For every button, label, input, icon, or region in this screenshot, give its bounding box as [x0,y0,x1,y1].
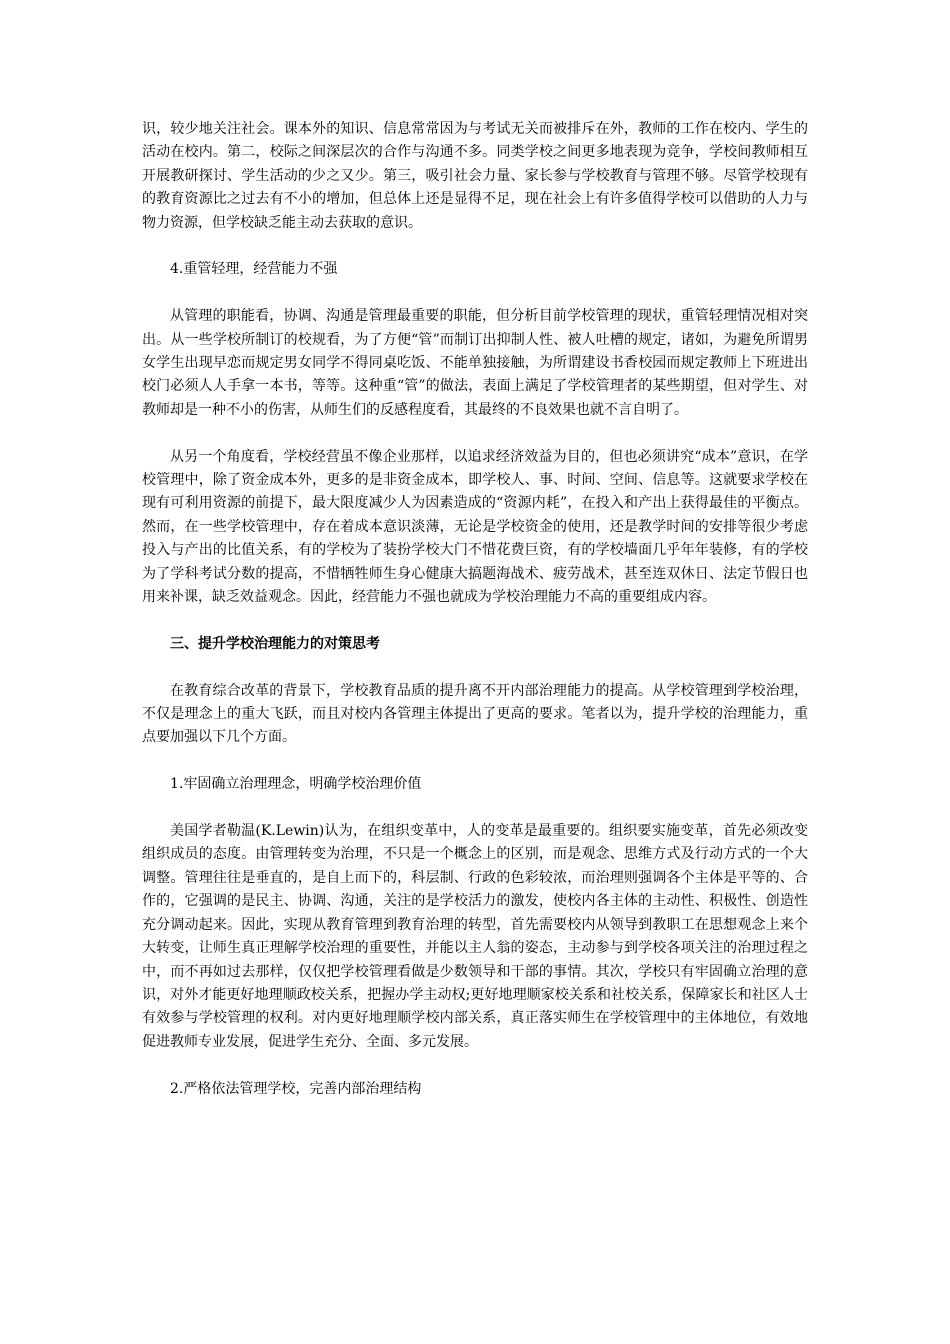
spacer [142,1054,808,1077]
paragraph-lewin: 美国学者勒温(K.Lewin)认为，在组织变革中，人的变革是最重要的。组织要实施变革，首先必须改变组织成员的态度。由管理转变为治理，不只是一个概念上的区别，而是观念、思维方式及行动方式的一个大调整。管理往往是垂直的，是自上而下的，科层制、行政的色彩较浓，而治理则强调各个主体是平等的、合作的，它强调的是民主、协调、沟通，关注的是学校活力的激发，使校内各主体的主动性、积极性、创造性充分调动起来。因此，实现从教育管理到教育治理的转型，首先需要校内从领导到教职工在思想观念上来个大转变，让师生真正理解学校治理的重要性，并能以主人翁的姿态，主动参与到学校各项关注的治理过程之中，而不再如过去那样，仅仅把学校管理看做是少数领导和干部的事情。其次，学校只有牢固确立治理的意识，对外才能更好地理顺政校关系，把握办学主动权;更好地理顺家校关系和社校关系，保障家长和社区人士有效参与学校管理的权利。对内更好地理顺学校内部关系，真正落实师生在学校管理中的主体地位，有效地促进教师专业发展，促进学生充分、全面、多元发展。 [142,823,808,1050]
paragraph-cost-awareness: 从另一个角度看，学校经营虽不像企业那样，以追求经济效益为目的，但也必须讲究“成本”意识，在学校管理中，除了资金成本外，更多的是非资金成本，即学校人、事、时间、空间、信息等。这就要求学校在现有可利用资源的前提下，最大限度减少人为因素造成的“资源内耗”，在投入和产出上获得最佳的平衡点。然而，在一些学校管理中，存在着成本意识淡薄，无论是学校资金的使用，还是教学时间的安排等很少考虑投入与产出的比值关系，有的学校为了装扮学校大门不惜花费巨资，有的学校墙面几乎年年装修，有的学校为了学科考试分数的提高，不惜牺牲师生身心健康大搞题海战术、疲劳战术，甚至连双休日、法定节假日也用来补课，缺乏效益观念。因此，经营能力不强也就成为学校治理能力不高的重要组成内容。 [142,448,808,606]
paragraph-management-functions: 从管理的职能看，协调、沟通是管理最重要的职能，但分析目前学校管理的现状，重管轻理情况相对突出。从一些学校所制订的校规看，为了方便“管”而制订出抑制人性、被人吐槽的规定，诸如，为避免所谓男女学生出现早恋而规定男女同学不得同桌吃饭、不能单独接触，为所谓建设书香校园而规定教师上下班进出校门必须人人手拿一本书，等等。这种重“管”的做法，表面上满足了学校管理者的某些期望，但对学生、对教师却是一种不小的伤害，从师生们的反感程度看，其最终的不良效果也就不言自明了。 [142,308,808,418]
spacer [142,797,808,820]
subheading-2: 2.严格依法管理学校，完善内部治理结构 [170,1080,422,1097]
spacer [142,656,808,679]
spacer [142,609,808,632]
spacer [142,282,808,305]
document-body [142,118,808,1101]
section-heading-3: 三、提升学校治理能力的对策思考 [170,635,380,652]
subheading-4: 4.重管轻理，经营能力不强 [170,261,338,278]
spacer [142,750,808,773]
paragraph-reform-background: 在教育综合改革的背景下，学校教育品质的提升离不开内部治理能力的提高。从学校管理到学校治理，不仅是理念上的重大飞跃，而且对校内各管理主体提出了更高的要求。笔者以为，提升学校的治理能力，重点要加强以下几个方面。 [142,682,808,746]
paragraph-continuation: 识，较少地关注社会。课本外的知识、信息常常因为与考试无关而被排斥在外，教师的工作在校内、学生的活动在校内。第二，校际之间深层次的合作与沟通不多。同类学校之间更多地表现为竞争，学校间教师相互开展教研探讨、学生活动的少之又少。第三，吸引社会力量、家长参与学校教育与管理不够。尽管学校现有的教育资源比之过去有不小的增加，但总体上还是显得不足，现在社会上有许多值得学校可以借助的人力与物力资源，但学校缺乏能主动去获取的意识。 [142,121,808,231]
subheading-1: 1.牢固确立治理理念，明确学校治理价值 [170,776,422,793]
spacer [142,235,808,258]
spacer [142,422,808,445]
